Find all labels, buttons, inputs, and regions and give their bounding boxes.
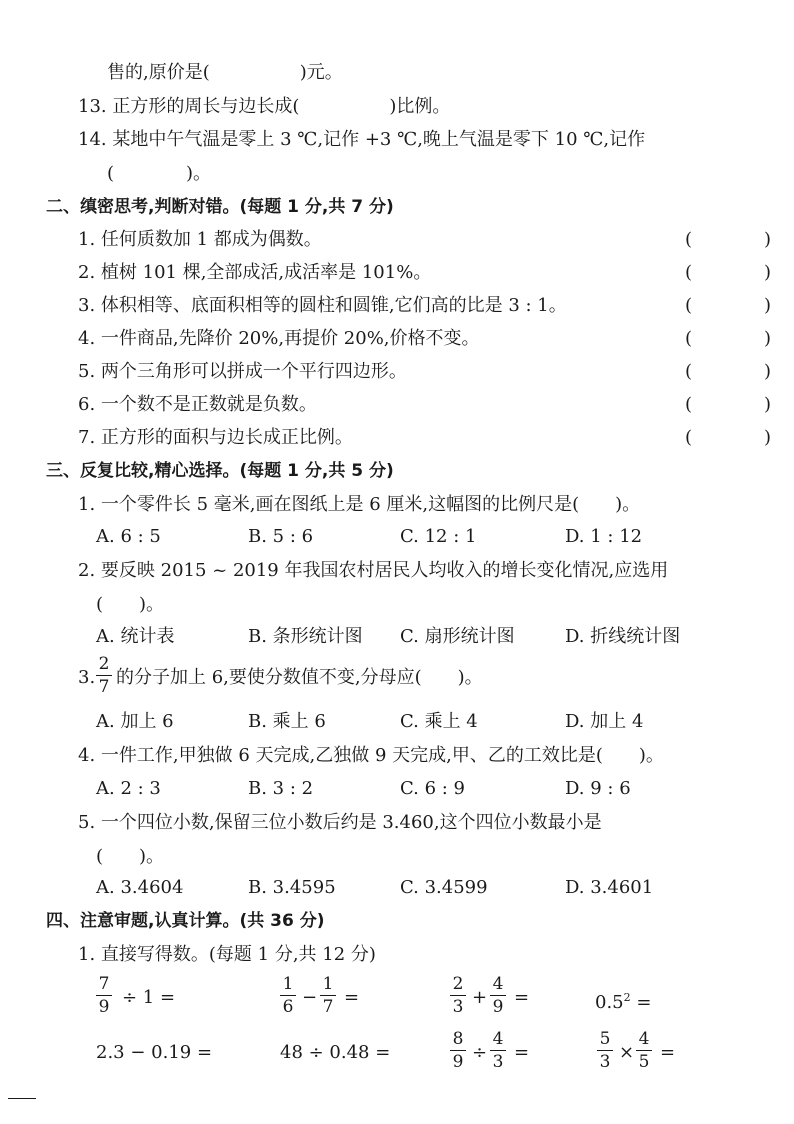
q5-option-c[interactable]: C. 3.4599 [400,877,488,898]
q2-option-d[interactable]: D. 折线统计图 [565,626,681,647]
q3-option-a[interactable]: A. 加上 6 [96,711,174,732]
denominator: 9 [98,997,110,1017]
r2c4-fraction-a [597,1029,613,1072]
judge-item-3: 3. 体积相等、底面积相等的圆柱和圆锥,它们高的比是 3 : 1。 [78,295,567,316]
judge-item-5: 5. 两个三角形可以拼成一个平行四边形。 [78,361,407,382]
r1c4-equals: = [636,992,652,1013]
choice-q5-line1: 5. 一个四位小数,保留三位小数后约是 3.460,这个四位小数最小是 [78,812,602,833]
q4-option-d[interactable]: D. 9 : 6 [565,778,631,799]
numerator: 7 [98,974,110,994]
judge-item-6: 6. 一个数不是正数就是负数。 [78,394,317,415]
judge-answer-7[interactable]: ( ) [685,427,772,448]
judge-answer-4[interactable]: ( ) [685,328,772,349]
q5-option-d[interactable]: D. 3.4601 [565,877,654,898]
q5-option-a[interactable]: A. 3.4604 [96,877,184,898]
r1c2-operator: − [302,987,318,1008]
q2-option-b[interactable]: B. 条形统计图 [248,626,363,647]
r2c3-equals: = [514,1042,530,1063]
judge-item-2: 2. 植树 101 棵,全部成活,成活率是 101%。 [78,262,432,283]
numerator: 4 [638,1029,650,1049]
r1c4-exponent: 2 [623,991,631,1004]
r1c3-operator: + [472,987,488,1008]
q1-option-d[interactable]: D. 1 : 12 [565,526,643,547]
denominator: 3 [492,1052,504,1072]
q1-option-c[interactable]: C. 12 : 1 [400,526,477,547]
judge-answer-3[interactable]: ( ) [685,295,772,316]
r2c1-expression: 2.3 − 0.19 = [96,1042,213,1063]
judge-answer-1[interactable]: ( ) [685,229,772,250]
choice-q3-text: 的分子加上 6,要使分数值不变,分母应( )。 [116,667,483,688]
denominator: 9 [492,997,504,1017]
q14-line1: 14. 某地中午气温是零上 3 ℃,记作 +3 ℃,晚上气温是零下 10 ℃,记作 [78,129,646,150]
q4-option-a[interactable]: A. 2 : 3 [96,778,161,799]
numerator: 5 [599,1029,611,1049]
r2c4-equals: = [660,1042,676,1063]
r1c3-equals: = [514,987,530,1008]
numerator: 1 [282,974,294,994]
fraction-bar [636,1050,652,1051]
section3-title: 三、反复比较,精心选择。(每题 1 分,共 5 分) [46,461,394,481]
r2c4-operator: × [619,1042,635,1063]
choice-q5-line2: ( )。 [96,846,165,867]
judge-answer-6[interactable]: ( ) [685,394,772,415]
r1c4-base: 0.5 [595,992,624,1013]
judge-item-4: 4. 一件商品,先降价 20%,再提价 20%,价格不变。 [78,328,480,349]
numerator: 4 [492,974,504,994]
q5-option-b[interactable]: B. 3.4595 [248,877,336,898]
q4-option-c[interactable]: C. 6 : 9 [400,778,465,799]
section2-title: 二、缜密思考,判断对错。(每题 1 分,共 7 分) [46,197,394,217]
choice-q1: 1. 一个零件长 5 毫米,画在图纸上是 6 厘米,这幅图的比例尺是( )。 [78,494,641,515]
choice-q2-line1: 2. 要反映 2015 ~ 2019 年我国农村居民人均收入的增长变化情况,应选用 [78,560,669,581]
choice-q2-line2: ( )。 [96,594,165,615]
q4-option-b[interactable]: B. 3 : 2 [248,778,314,799]
numerator: 1 [322,974,334,994]
denominator: 7 [322,997,334,1017]
judge-answer-5[interactable]: ( ) [685,361,772,382]
r2c3-operator: ÷ [472,1042,488,1063]
r1c3-fraction-a [450,974,466,1017]
numerator: 8 [452,1029,464,1049]
fraction-bar [490,995,506,996]
fraction-bar [320,995,336,996]
choice-q4: 4. 一件工作,甲独做 6 天完成,乙独做 9 天完成,甲、乙的工效比是( )。 [78,745,664,766]
q3-fraction-numerator: 2 [98,654,110,674]
r1c3-fraction-b [490,974,506,1017]
calc-sub1-title: 1. 直接写得数。(每题 1 分,共 12 分) [78,944,376,965]
fraction-bar [597,1050,613,1051]
footer-rule [8,1098,36,1099]
judge-item-1: 1. 任何质数加 1 都成为偶数。 [78,229,322,250]
fraction-bar [280,995,296,996]
q14-line2: ( )。 [107,163,212,184]
denominator: 5 [638,1052,650,1072]
judge-answer-2[interactable]: ( ) [685,262,772,283]
r2c2-expression: 48 ÷ 0.48 = [280,1042,391,1063]
r1c1-expression: ÷ 1 = [122,987,176,1008]
denominator: 3 [599,1052,611,1072]
r1c2-equals: = [344,987,360,1008]
q3-option-c[interactable]: C. 乘上 4 [400,711,478,732]
fraction-bar [450,995,466,996]
fraction-bar [450,1050,466,1051]
q3-fraction [96,654,112,697]
q3-option-b[interactable]: B. 乘上 6 [248,711,326,732]
denominator: 9 [452,1052,464,1072]
q2-option-c[interactable]: C. 扇形统计图 [400,626,515,647]
r1c2-fraction-b [320,974,336,1017]
fraction-bar [96,675,112,676]
r1c2-fraction-a [280,974,296,1017]
r2c3-fraction-b [490,1029,506,1072]
fraction-bar [490,1050,506,1051]
r2c3-fraction-a [450,1029,466,1072]
q1-option-b[interactable]: B. 5 : 6 [248,526,314,547]
denominator: 6 [282,997,294,1017]
section4-title: 四、注意审题,认真计算。(共 36 分) [46,911,325,931]
q12-continuation: 售的,原价是( )元。 [107,62,343,83]
q3-fraction-denominator: 7 [98,677,110,697]
numerator: 4 [492,1029,504,1049]
q3-option-d[interactable]: D. 加上 4 [565,711,644,732]
fraction-bar [96,995,112,996]
q2-option-a[interactable]: A. 统计表 [96,626,175,647]
q1-option-a[interactable]: A. 6 : 5 [96,526,161,547]
r1c1-fraction [96,974,112,1017]
r2c4-fraction-b [636,1029,652,1072]
q13: 13. 正方形的周长与边长成( )比例。 [78,96,451,117]
numerator: 2 [452,974,464,994]
r1c4-expression [595,987,651,1014]
choice-q3-number: 3. [78,667,96,688]
judge-item-7: 7. 正方形的面积与边长成正比例。 [78,427,353,448]
denominator: 3 [452,997,464,1017]
